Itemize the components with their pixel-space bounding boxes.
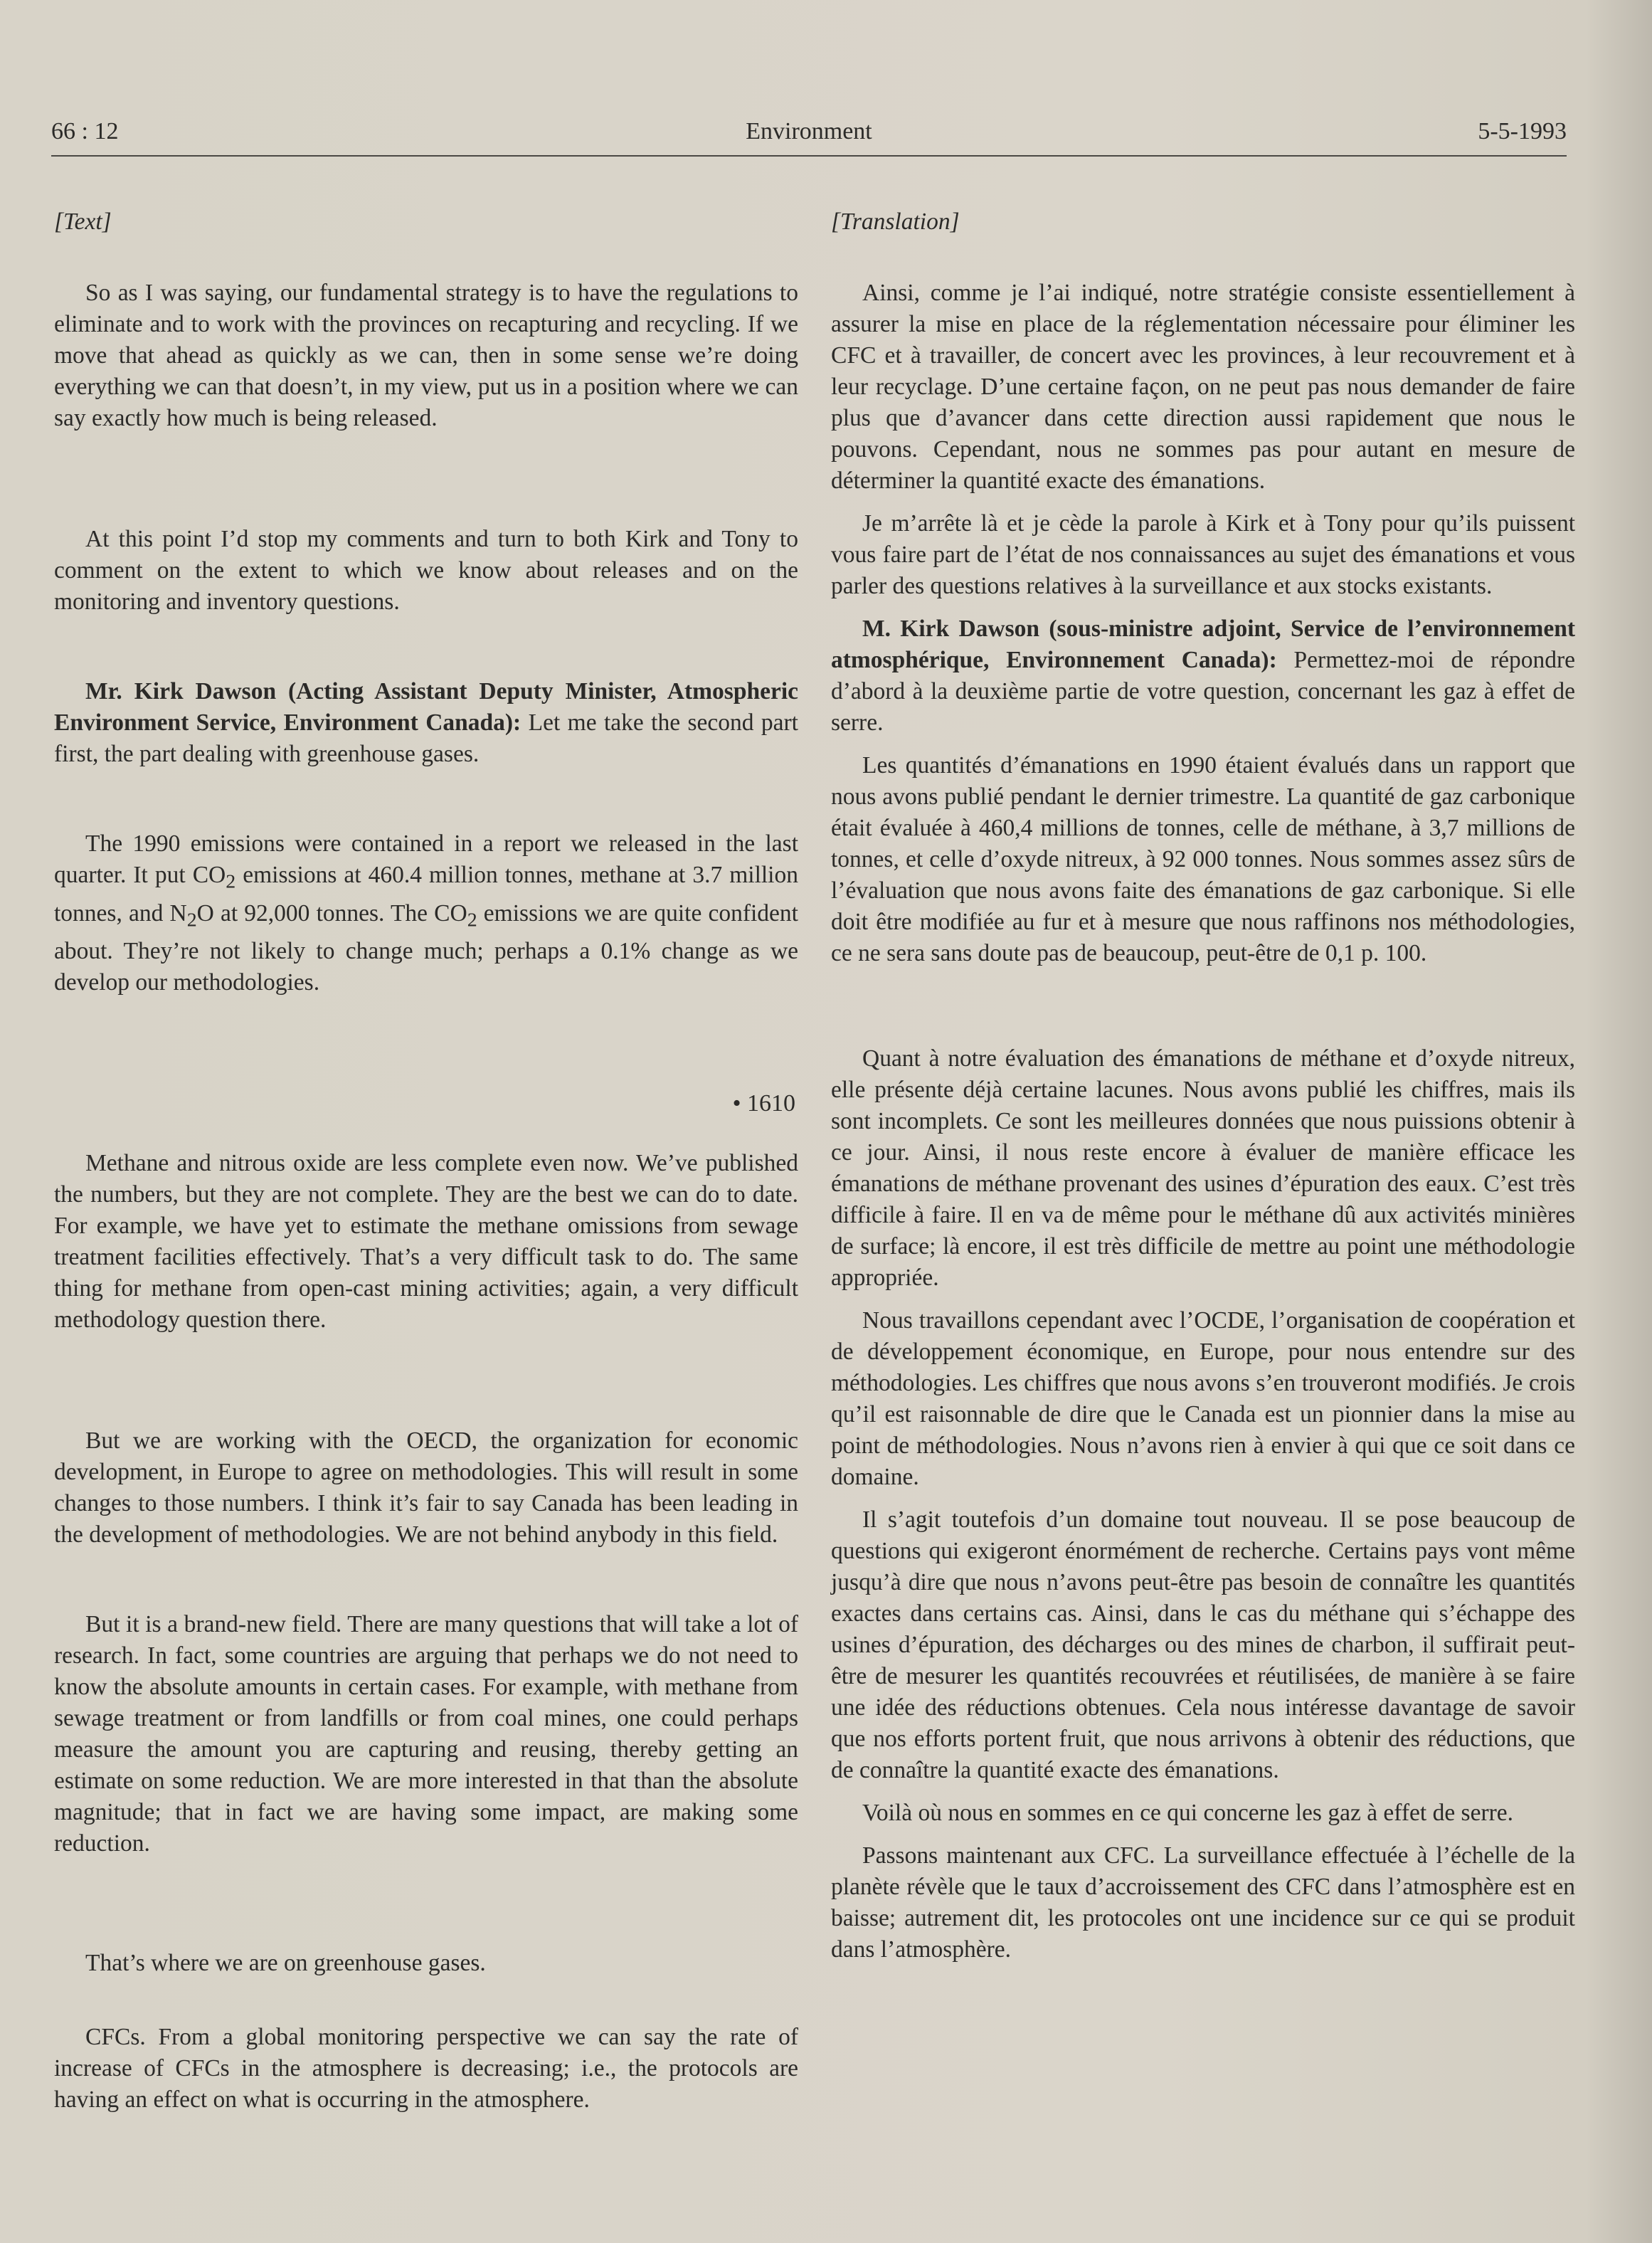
paragraph: Passons maintenant aux CFC. La surveillance effectuée à l’échelle de la planète révèle que le taux d’accroissement des CFC dans l’atmosphère est en baisse; autrement dit, les protocoles ont une incidence sur ce qui se produit dans l’atmosphère. [831,1842,1575,1963]
speaker-text: Permettez-moi de répondre d’abord à la deuxième partie de votre question, concernant les gaz à effet de serre. [831,647,1575,736]
paragraph: At this point I’d stop my comments and turn to both Kirk and Tony to comment on the extent to which we know about releases and on the monitoring and inventory questions. [54,526,798,615]
text-run: emissions at 460.4 million tonnes, methane at 3.7 million tonnes, and N [54,862,798,927]
speaker-name: Mr. Kirk Dawson (Acting Assistant Deputy Minister, Atmospheric Environment Service, Environment Canada): [54,678,798,736]
speaker-paragraph [831,613,1575,739]
speaker-name: M. Kirk Dawson (sous-ministre adjoint, Service de l’environnement atmosphérique, Environnement Canada): [831,616,1575,673]
section-label-text: [Text] [54,209,112,235]
english-column [54,206,798,2116]
text-run: O at 92,000 tonnes. The CO [196,899,467,927]
header-date: 5-5-1993 [1478,118,1567,144]
speaker-text: Let me take the second part first, the part dealing with greenhouse gases. [54,709,798,767]
paragraph: But we are working with the OECD, the organization for economic development, in Europe to agree on methodologies. This will result in some changes to those numbers. I think it’s fair to say Canada has been leading in the development of methodologies. We are not behind anybody in this field. [54,1427,798,1548]
paragraph: Ainsi, comme je l’ai indiqué, notre stratégie consiste essentiellement à assurer la mise en place de la réglementation nécessaire pour éliminer les CFC et à travailler, de concert avec les provinces, à leur recouvrement et à leur recyclage. D’une certaine façon, on ne peut pas nous demander de faire plus que d’avancer dans cette direction aussi rapidement que nous le pouvons. Cependant, nous ne sommes pas pour autant en mesure de déterminer la quantité exacte des émanations. [831,280,1575,494]
subscript: 2 [226,870,236,893]
paragraph: Nous travaillons cependant avec l’OCDE, l’organisation de coopération et de développement économique, en Europe, pour nous entendre sur des méthodologies. Les chiffres que nous avons s’en trouveront modifiés. Je crois qu’il est raisonnable de dire que le Canada est un pionnier dans la mise au point de méthodologies. Nous n’avons rien à envier à qui que ce soit dans ce domaine. [831,1307,1575,1490]
paragraph-emissions [54,828,798,998]
page-number: 66 : 12 [51,118,119,144]
page-header [51,118,1567,157]
subscript: 2 [467,909,477,931]
paragraph: Les quantités d’émanations en 1990 étaient évalués dans un rapport que nous avons publié pendant le dernier trimestre. La quantité de gaz carbonique était évaluée à 460,4 millions de tonnes, celle de méthane, à 3,7 millions de tonnes, et celle d’oxyde nitreux, à 92 000 tonnes. Nous sommes assez sûrs de l’évaluation que nous avons faite des émanations de gaz carbonique. Si elle doit être modifiée au fur et à mesure que nous raffinons nos méthodologies, ce ne sera sans doute pas de beaucoup, peut-être de 0,1 p. 100. [831,752,1575,966]
paragraph: CFCs. From a global monitoring perspective we can say the rate of increase of CFCs in the atmosphere is decreasing; i.e., the protocols are having an effect on what is occurring in the atmosphere. [54,2024,798,2113]
running-title: Environment [746,118,872,144]
paragraph: That’s where we are on greenhouse gases. [85,1950,486,1977]
paragraph: Quant à notre évaluation des émanations de méthane et d’oxyde nitreux, elle présente déjà certaine lacunes. Nous avons publié les chiffres, mais ils sont incomplets. Ce sont les meilleures données que nous puissions obtenir à ce jour. Ainsi, il nous reste encore à évaluer de manière efficace les émanations de méthane provenant des usines d’épuration des eaux. C’est très difficile à faire. Il en va de même pour le méthane dû aux activités minières de surface; là encore, il est très difficile de mettre au point une méthodologie appropriée. [831,1045,1575,1291]
subscript: 2 [186,909,197,931]
text-run: emissions we are quite confident about. They’re not likely to change much; perhaps a 0.1% change as we develop our methodologies. [54,899,798,996]
section-label-translation: [Translation] [831,209,960,235]
paragraph: Methane and nitrous oxide are less complete even now. We’ve published the numbers, but they are not complete. They are the best we can do to date. For example, we have yet to estimate the methane omissions from sewage treatment facilities effectively. That’s a very difficult task to do. The same thing for methane from open-cast mining activities; again, a very difficult methodology question there. [54,1150,798,1334]
french-column [831,206,1575,1965]
paragraph: But it is a brand-new field. There are many questions that will take a lot of research. In fact, some countries are arguing that perhaps we do not need to know the absolute amounts in certain cases. For example, with methane from sewage treatment or from landfills or from coal mines, one could perhaps measure the amount you are capturing and reusing, thereby getting an estimate on some reduction. We are more interested in that than the absolute magnitude; that in fact we are having some impact, are making some reduction. [54,1611,798,1857]
text-run: The 1990 emissions were contained in a report we released in the last quarter. It put CO [54,830,798,888]
paragraph: Voilà où nous en sommes en ce qui concerne les gaz à effet de serre. [862,1800,1514,1826]
paragraph: So as I was saying, our fundamental strategy is to have the regulations to eliminate and to work with the provinces on recapturing and recycling. If we move that ahead as quickly as we can, then in some sense we’re doing everything we can that doesn’t, in my view, put us in a position where we can say exactly how much is being released. [54,280,798,431]
speaker-paragraph [54,676,798,770]
paragraph: Il s’agit toutefois d’un domaine tout nouveau. Il se pose beaucoup de questions qui exigeront énormément de recherche. Certains pays vont même jusqu’à dire que nous n’avons peut-être pas besoin de connaître les quantités exactes dans certains cas. Ainsi, dans le cas du méthane qui s’échappe des usines d’épuration, des décharges ou des mines de charbon, il suffirait peut-être de mesurer les quantités recouvrées et réutilisées, de manière à se faire une idée des réductions obtenues. Cela nous intéresse davantage de savoir que nos efforts portent fruit, que nous arrivons à obtenir des réductions, que de connaître la quantité exacte des émanations. [831,1506,1575,1783]
time-marker: • 1610 [732,1090,795,1117]
paragraph: Je m’arrête là et je cède la parole à Kirk et à Tony pour qu’ils puissent vous faire part de l’état de nos connaissances au sujet des émanations et vous parler des questions relatives à la surveillance et aux stocks existants. [831,510,1575,599]
